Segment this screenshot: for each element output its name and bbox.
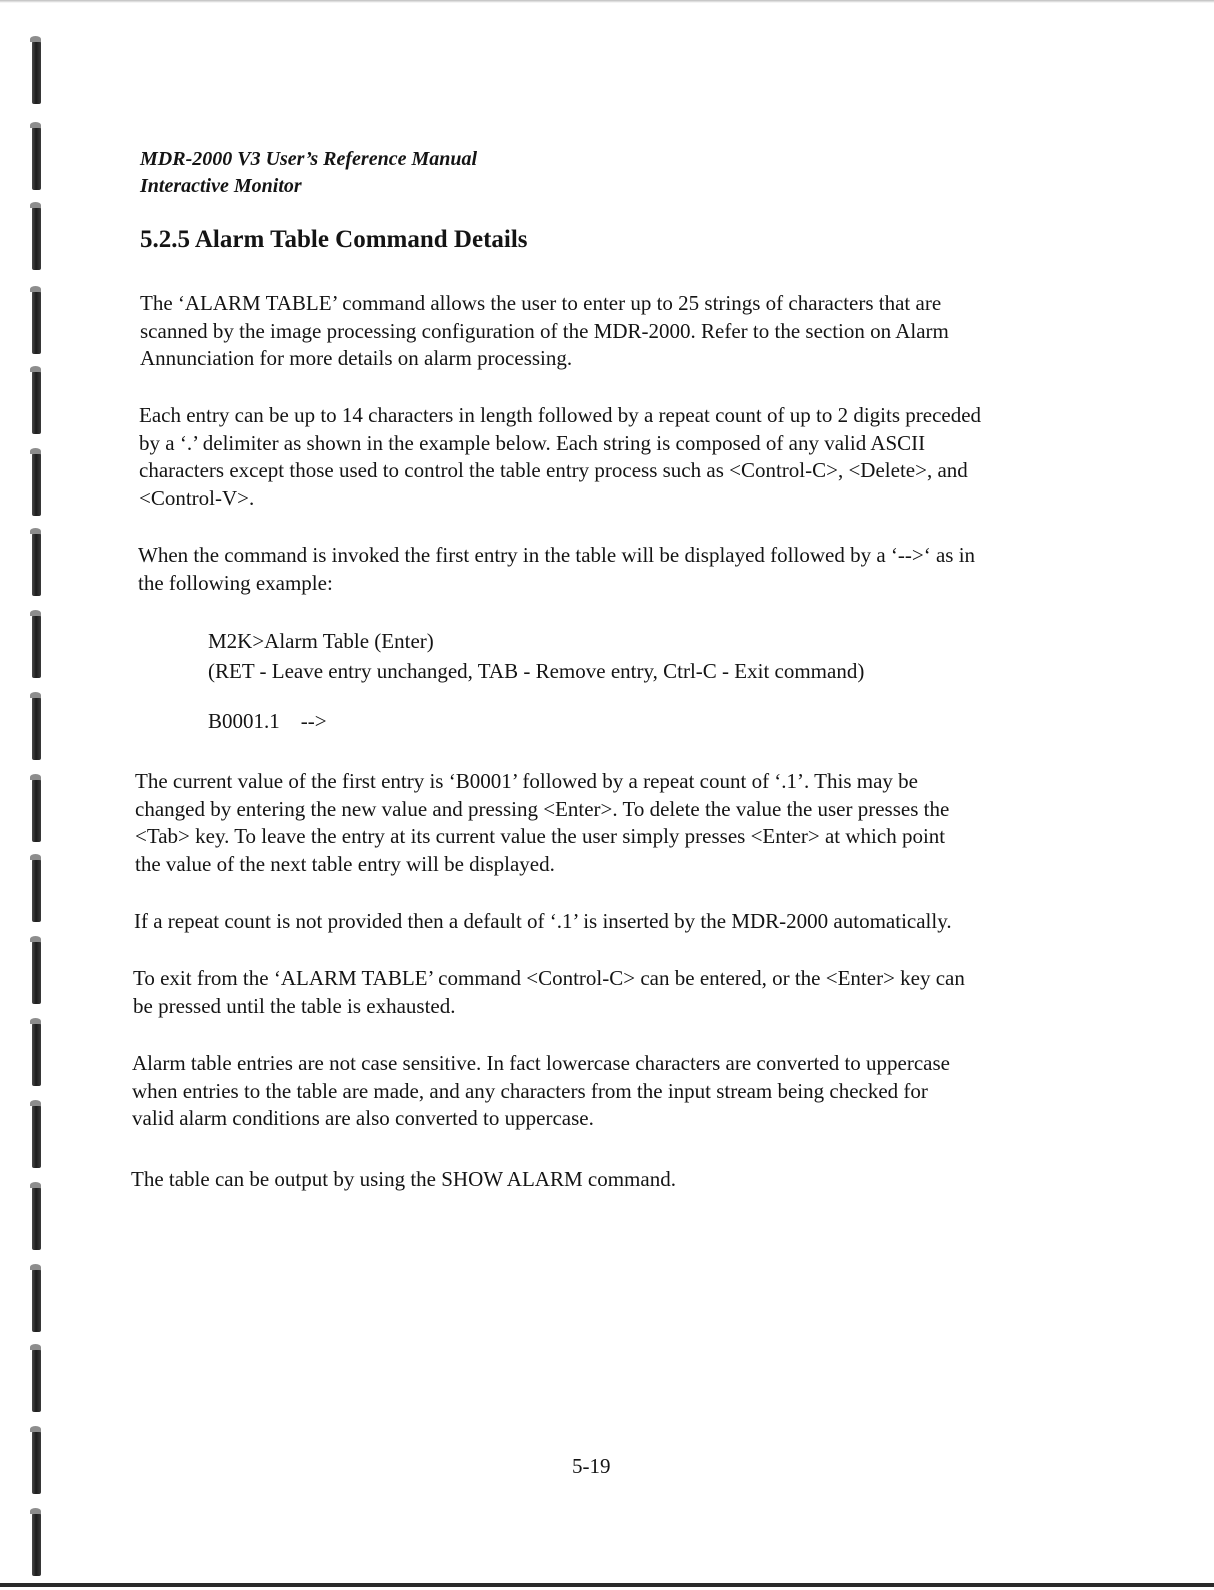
paragraph-alarm-table-intro [140,290,949,373]
binding-hole [32,1512,41,1576]
text-line: valid alarm conditions are also converted to uppercase. [132,1106,594,1130]
text-line: by a ‘.’ delimiter as shown in the example below. Each string is composed of any valid ASCII [139,430,926,455]
text-line: The table can be output by using the SHOW ALARM command. [131,1167,676,1191]
paragraph-exit [133,965,965,1020]
binding-hole [32,614,41,678]
text-line: Alarm table entries are not case sensitive. In fact lowercase characters are converted to uppercase [132,1051,950,1075]
binding-hole [32,452,41,516]
text-line: Each entry can be up to 14 characters in length followed by a repeat count of up to 2 digits preceded [139,403,982,427]
binding-hole [32,1430,41,1494]
text-line: the value of the next table entry will be displayed. [135,851,555,876]
text-line: If a repeat count is not provided then a default of ‘.1’ is inserted by the MDR-2000 automatically. [134,909,952,933]
paragraph-case-sensitivity [132,1050,950,1133]
binding-hole [32,696,41,760]
text-line: when entries to the table are made, and any characters from the input stream being checked for [132,1078,928,1103]
text-line: To exit from the ‘ALARM TABLE’ command <Control-C> can be entered, or the <Enter> key can [133,966,965,990]
binding-hole [32,370,41,434]
text-line: The ‘ALARM TABLE’ command allows the user to enter up to 25 strings of characters that are [140,291,942,315]
example-entry: B0001.1 --> [208,709,327,733]
text-line: <Control-V>. [139,485,255,510]
binding-hole [32,290,41,354]
paragraph-invocation [138,542,975,597]
binding-hole [32,858,41,922]
binding-hole [32,778,41,842]
binding-hole [32,1268,41,1332]
page-number: 5-19 [572,1454,611,1478]
text-line: characters except those used to control the table entry process such as <Control-C>, <Delete>, and [139,458,968,482]
binding-hole [32,126,41,190]
paragraph-default-repeat [134,908,952,936]
text-line: changed by entering the new value and pressing <Enter>. To delete the value the user presses the [135,796,950,821]
binding-hole [32,1104,41,1168]
binding-holes [28,0,48,1590]
text-line: <Tab> key. To leave the entry at its current value the user simply presses <Enter> at which point [135,824,946,848]
binding-hole [32,1186,41,1250]
paragraph-current-value [135,768,949,878]
paragraph-show-alarm [131,1166,676,1194]
chapter-title: Interactive Monitor [140,175,302,197]
running-header [140,146,477,200]
binding-hole [32,532,41,596]
binding-hole [32,940,41,1004]
binding-hole [32,206,41,270]
binding-hole [32,40,41,104]
command-example [208,626,864,736]
page-bottom-edge [0,1583,1214,1587]
text-line: scanned by the image processing configuration of the MDR-2000. Refer to the section on Alarm [140,318,949,343]
section-title: 5.2.5 Alarm Table Command Details [140,226,528,253]
example-help: (RET - Leave entry unchanged, TAB - Remove entry, Ctrl-C - Exit command) [208,659,865,683]
binding-hole [32,1022,41,1086]
text-line: The current value of the first entry is ‘B0001’ followed by a repeat count of ‘.1’. This may be [135,769,918,793]
text-line: Annunciation for more details on alarm processing. [140,346,573,370]
manual-title: MDR-2000 V3 User’s Reference Manual [140,148,478,170]
example-command: M2K>Alarm Table (Enter) [208,629,434,653]
page-top-edge [0,0,1214,3]
text-line: be pressed until the table is exhausted. [133,993,456,1018]
paragraph-entry-format [139,402,981,512]
binding-hole [32,1348,41,1412]
text-line: the following example: [138,570,333,595]
text-line: When the command is invoked the first entry in the table will be displayed followed by a ‘-->‘ as in [138,543,976,567]
